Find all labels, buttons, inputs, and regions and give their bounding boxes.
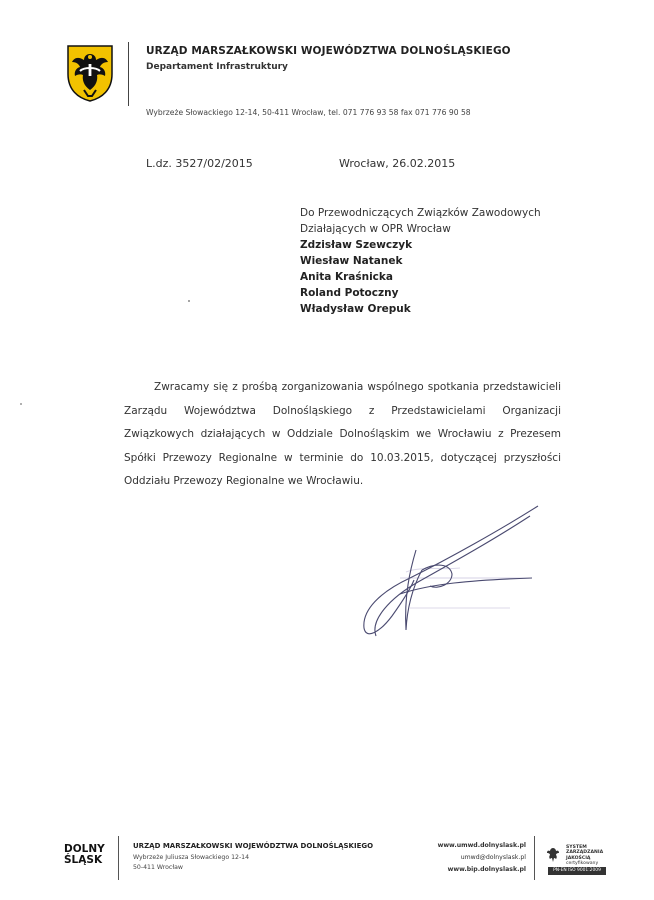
recipient-name: Władysław Orepuk	[300, 303, 411, 315]
recipient-name: Roland Potoczny	[300, 287, 399, 299]
footer-address-line: Wybrzeże Juliusza Słowackiego 12-14	[133, 854, 250, 861]
footer-logo-line: ŚLĄSK	[64, 854, 103, 866]
footer-email: umwd@dolnyslask.pl	[460, 854, 526, 861]
header-divider	[128, 42, 129, 106]
footer-bip: www.bip.dolnyslask.pl	[447, 866, 526, 873]
office-name: URZĄD MARSZAŁKOWSKI WOJEWÓDZTWA DOLNOŚLĄSKIEGO	[146, 45, 511, 57]
footer-divider	[118, 836, 119, 880]
coat-of-arms-icon	[66, 44, 114, 102]
handwritten-signature	[340, 500, 560, 660]
footer-address	[133, 853, 249, 873]
letter-body	[124, 376, 561, 494]
footer-office-name: URZĄD MARSZAŁKOWSKI WOJEWÓDZTWA DOLNOŚLĄSKIEGO	[133, 842, 374, 850]
footer-logo	[64, 844, 105, 866]
department-name: Departament Infrastruktury	[146, 62, 288, 72]
footer-contacts	[420, 840, 526, 876]
eagle-icon	[546, 846, 560, 864]
footer-website: www.umwd.dolnyslask.pl	[437, 842, 526, 849]
place-date: Wrocław, 26.02.2015	[339, 157, 456, 170]
footer-address-line: 50-411 Wrocław	[133, 864, 183, 871]
footer-logo-line: DOLNY	[64, 843, 105, 855]
certificate-line: JAKOŚCIĄ	[566, 855, 591, 861]
recipient-name: Zdzisław Szewczyk	[300, 239, 413, 251]
certificate-text	[566, 845, 603, 867]
certificate-line: ZARZĄDZANIA	[566, 850, 604, 856]
office-address: Wybrzeże Słowackiego 12-14, 50-411 Wrocław, tel. 071 776 93 58 fax 071 776 90 58	[146, 108, 471, 117]
footer-divider	[534, 836, 535, 880]
recipient-line: Działających w OPR Wrocław	[300, 223, 451, 235]
recipient-block	[300, 205, 541, 317]
certificate-line: SYSTEM	[566, 845, 587, 850]
recipient-name: Anita Kraśnicka	[300, 271, 393, 283]
recipient-line: Do Przewodniczących Związków Zawodowych	[300, 207, 541, 219]
body-paragraph: Zwracamy się z prośbą zorganizowania wspólnego spotkania przedstawicieli Zarządu Województwa Dolnośląskiego z Przedstawicielami Organizacji Związkowych działających w Oddziale Dolnośląskim we Wrocławiu z Prezesem Spółki Przewozy Regionalne w terminie do 10.03.2015, dotyczącej przyszłości Oddziału Przewozy Regionalne we Wrocławiu.	[124, 381, 561, 487]
iso-badge: PN-EN ISO 9001:2009	[548, 867, 606, 875]
certificate-line: certyfikowany	[566, 861, 599, 867]
scan-speck	[20, 403, 22, 405]
reference-number: L.dz. 3527/02/2015	[146, 157, 253, 170]
scan-speck	[188, 300, 190, 302]
recipient-name: Wiesław Natanek	[300, 255, 403, 267]
